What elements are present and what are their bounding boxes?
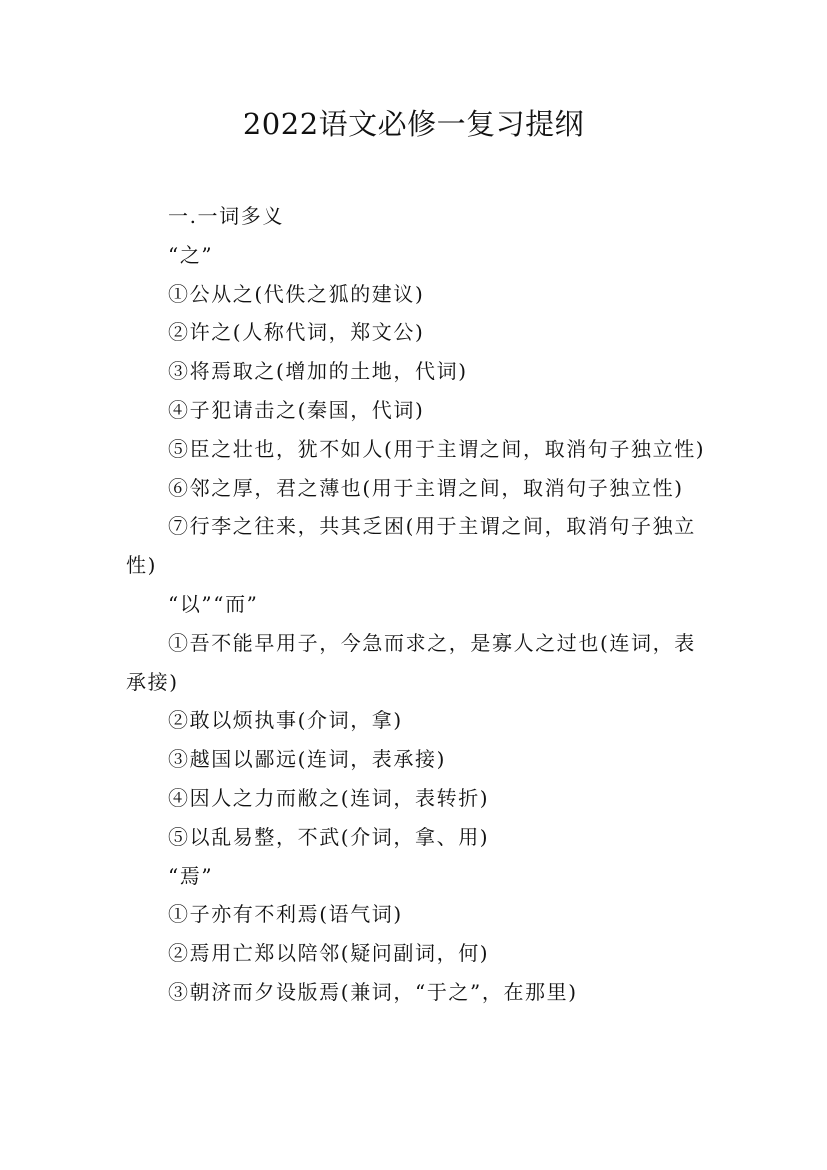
- document-body: [126, 197, 706, 1012]
- list-item: ③越国以鄙远(连词，表承接): [168, 747, 447, 772]
- list-item: ⑥邻之厚，君之薄也(用于主谓之间，取消句子独立性): [168, 475, 684, 500]
- list-item: ②焉用亡郑以陪邻(疑问副词，何): [168, 941, 490, 966]
- list-item: ③将焉取之(增加的土地，代词): [168, 359, 468, 384]
- term-heading: “焉”: [168, 863, 214, 888]
- list-item: ①子亦有不利焉(语气词): [168, 902, 403, 927]
- list-item: ①公从之(代佚之狐的建议): [168, 281, 425, 306]
- list-item: ③朝济而夕设版焉(兼词，“于之”，在那里): [168, 979, 578, 1004]
- list-item: ①吾不能早用子，今急而求之，是寡人之过也(连词，表承接): [126, 630, 696, 694]
- list-item: ⑦行李之往来，共其乏困(用于主谓之间，取消句子独立性): [126, 514, 696, 578]
- document-title: 2022语文必修一复习提纲: [242, 107, 585, 141]
- term-heading: “之”: [168, 242, 214, 267]
- list-item: ④子犯请击之(秦国，代词): [168, 397, 425, 422]
- section-heading: 一.一词多义: [168, 204, 284, 228]
- list-item: ②敢以烦执事(介词，拿): [168, 708, 403, 733]
- list-item: ⑤臣之壮也，犹不如人(用于主谓之间，取消句子独立性): [168, 436, 706, 461]
- list-item: ⑤以乱易整，不武(介词，拿、用): [168, 824, 490, 849]
- list-item: ②许之(人称代词，郑文公): [168, 320, 425, 345]
- list-item: ④因人之力而敝之(连词，表转折): [168, 785, 490, 810]
- term-heading: “以”“而”: [168, 591, 259, 616]
